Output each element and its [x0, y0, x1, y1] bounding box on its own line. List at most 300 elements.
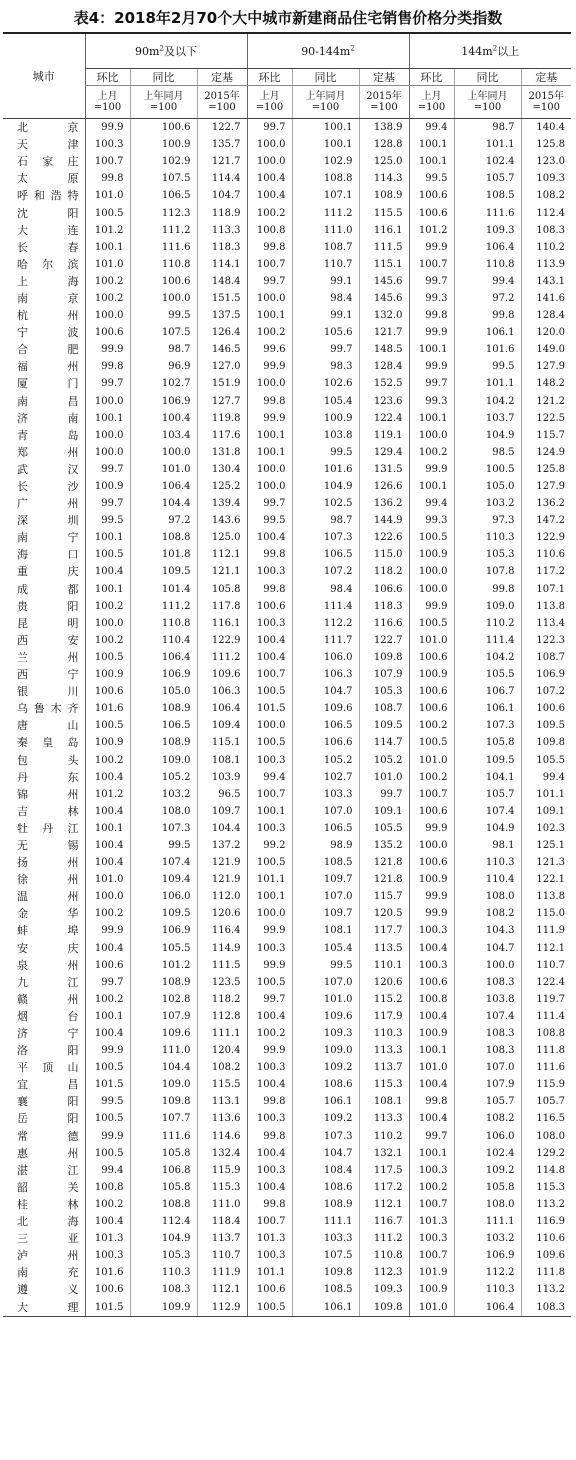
table-row: [3, 1213, 571, 1230]
index-value: 100.4: [409, 1076, 454, 1093]
index-value: 120.6: [359, 974, 409, 991]
index-value: 99.4: [247, 769, 292, 786]
index-value: 102.7: [130, 375, 197, 392]
index-value: 115.1: [197, 734, 247, 751]
table-row: [3, 1196, 571, 1213]
index-value: 100.4: [247, 1076, 292, 1093]
index-value: 108.2: [521, 187, 571, 204]
index-value: 109.5: [521, 717, 571, 734]
index-value: 112.1: [521, 940, 571, 957]
index-value: 111.9: [521, 922, 571, 939]
index-value: 112.1: [197, 546, 247, 563]
index-value: 105.3: [359, 683, 409, 700]
index-value: 100.0: [85, 427, 130, 444]
index-value: 115.9: [521, 1076, 571, 1093]
index-value: 103.8: [454, 991, 521, 1008]
index-value: 145.6: [359, 290, 409, 307]
index-value: 100.0: [85, 888, 130, 905]
index-value: 99.8: [85, 358, 130, 375]
index-value: 106.3: [292, 666, 359, 683]
index-value: 104.7: [454, 940, 521, 957]
index-value: 137.5: [197, 307, 247, 324]
index-value: 135.7: [197, 136, 247, 153]
city-name: 西宁: [17, 668, 79, 682]
index-value: 105.0: [130, 683, 197, 700]
index-value: 104.9: [292, 478, 359, 495]
index-value: 151.9: [197, 375, 247, 392]
index-value: 100.6: [409, 187, 454, 204]
index-value: 120.4: [197, 1042, 247, 1059]
index-value: 122.3: [521, 632, 571, 649]
index-value: 108.8: [130, 529, 197, 546]
index-value: 98.3: [292, 358, 359, 375]
index-value: 114.8: [521, 1162, 571, 1179]
table-row: [3, 803, 571, 820]
index-value: 118.3: [197, 239, 247, 256]
index-value: 125.2: [197, 478, 247, 495]
index-value: 99.7: [409, 375, 454, 392]
index-value: 106.9: [521, 666, 571, 683]
column-name-header: 定基: [521, 69, 571, 86]
index-value: 103.3: [292, 1230, 359, 1247]
index-value: 100.5: [85, 1145, 130, 1162]
index-value: 109.0: [454, 598, 521, 615]
index-value: 101.0: [85, 256, 130, 273]
index-value: 100.4: [85, 940, 130, 957]
index-value: 111.4: [454, 632, 521, 649]
index-value: 115.3: [359, 1076, 409, 1093]
index-value: 118.2: [359, 563, 409, 580]
column-name-header: 环比: [409, 69, 454, 86]
index-value: 99.8: [247, 239, 292, 256]
index-value: 109.1: [359, 803, 409, 820]
index-value: 99.9: [409, 324, 454, 341]
index-value: 113.3: [359, 1042, 409, 1059]
index-value: 100.5: [409, 615, 454, 632]
index-value: 99.5: [85, 1093, 130, 1110]
table-row: [3, 1025, 571, 1042]
table-row: [3, 905, 571, 922]
index-value: 105.5: [454, 666, 521, 683]
table-row: [3, 922, 571, 939]
index-value: 103.9: [197, 769, 247, 786]
index-value: 100.1: [85, 1008, 130, 1025]
index-value: 104.2: [454, 649, 521, 666]
index-value: 99.3: [409, 290, 454, 307]
index-value: 118.2: [197, 991, 247, 1008]
index-value: 108.6: [292, 1076, 359, 1093]
index-value: 111.0: [197, 1196, 247, 1213]
index-value: 109.3: [521, 170, 571, 187]
index-value: 117.7: [359, 922, 409, 939]
group-header-small: $90m^2$及以下: [85, 33, 247, 69]
index-value: 99.5: [292, 957, 359, 974]
index-value: 100.0: [247, 153, 292, 170]
index-value: 116.7: [359, 1213, 409, 1230]
index-value: 117.5: [359, 1162, 409, 1179]
index-value: 101.3: [409, 1213, 454, 1230]
table-row: [3, 1076, 571, 1093]
index-value: 100.6: [85, 324, 130, 341]
index-value: 100.6: [521, 700, 571, 717]
city-name: 南京: [17, 291, 79, 305]
index-value: 109.2: [454, 1162, 521, 1179]
index-value: 112.1: [359, 1196, 409, 1213]
city-name: 扬州: [17, 856, 79, 870]
table-row: [3, 1298, 571, 1316]
index-value: 111.5: [197, 957, 247, 974]
table-row: [3, 1162, 571, 1179]
table-row: [3, 854, 571, 871]
index-value: 122.5: [521, 410, 571, 427]
index-value: 132.4: [197, 1145, 247, 1162]
index-value: 119.8: [197, 410, 247, 427]
index-value: 107.3: [292, 529, 359, 546]
city-name: 南昌: [17, 394, 79, 408]
index-value: 105.7: [454, 786, 521, 803]
index-value: 100.5: [454, 461, 521, 478]
index-value: 107.1: [292, 187, 359, 204]
table-row: [3, 563, 571, 580]
index-value: 100.2: [85, 632, 130, 649]
index-value: 106.5: [292, 546, 359, 563]
index-value: 99.9: [409, 820, 454, 837]
index-value: 111.6: [521, 1059, 571, 1076]
index-value: 105.0: [454, 478, 521, 495]
base-value-label: =100: [149, 102, 178, 113]
index-value: 109.7: [197, 803, 247, 820]
index-value: 99.7: [292, 341, 359, 358]
index-value: 99.7: [409, 1128, 454, 1145]
index-value: 141.6: [521, 290, 571, 307]
city-name: 蚌埠: [17, 924, 79, 938]
index-value: 100.5: [247, 854, 292, 871]
index-value: 100.2: [85, 598, 130, 615]
index-value: 112.1: [197, 1281, 247, 1298]
index-value: 98.7: [292, 512, 359, 529]
index-value: 105.5: [130, 940, 197, 957]
index-value: 143.6: [197, 512, 247, 529]
index-value: 99.7: [359, 786, 409, 803]
index-value: 101.0: [292, 991, 359, 1008]
index-value: 108.1: [292, 922, 359, 939]
index-value: 110.8: [130, 256, 197, 273]
index-value: 101.2: [85, 786, 130, 803]
index-value: 129.4: [359, 444, 409, 461]
index-value: 101.1: [454, 136, 521, 153]
index-value: 100.2: [409, 717, 454, 734]
index-value: 100.0: [247, 461, 292, 478]
index-value: 100.0: [247, 478, 292, 495]
index-value: 143.1: [521, 273, 571, 290]
index-value: 109.0: [292, 1042, 359, 1059]
index-value: 128.8: [359, 136, 409, 153]
index-value: 109.6: [197, 666, 247, 683]
index-value: 98.9: [292, 837, 359, 854]
index-value: 100.4: [247, 187, 292, 204]
city-name: 大理: [3, 1298, 85, 1316]
index-value: 100.6: [409, 683, 454, 700]
index-value: 122.9: [197, 632, 247, 649]
table-row: [3, 649, 571, 666]
index-value: 102.8: [130, 991, 197, 1008]
index-value: 98.1: [454, 837, 521, 854]
index-value: 103.2: [454, 1230, 521, 1247]
table-row: [3, 273, 571, 290]
base-period-label: 上月: [259, 91, 280, 102]
column-name-row: [3, 69, 571, 86]
table-row: [3, 1093, 571, 1110]
index-value: 112.3: [130, 204, 197, 221]
index-value: 107.5: [130, 324, 197, 341]
base-value-label: =100: [93, 102, 122, 113]
index-value: 121.2: [521, 393, 571, 410]
index-value: 109.8: [359, 1298, 409, 1316]
table-row: [3, 324, 571, 341]
index-value: 116.5: [521, 1110, 571, 1127]
column-name-header: 定基: [359, 69, 409, 86]
index-value: 100.6: [409, 974, 454, 991]
index-value: 100.5: [85, 717, 130, 734]
index-value: 101.3: [247, 1230, 292, 1247]
index-value: 99.9: [247, 358, 292, 375]
index-value: 108.9: [130, 734, 197, 751]
index-value: 99.4: [85, 1162, 130, 1179]
city-name: 锦州: [17, 787, 79, 801]
index-value: 106.1: [292, 1298, 359, 1316]
index-value: 105.4: [292, 940, 359, 957]
city-name: 遵义: [17, 1283, 79, 1297]
index-value: 111.2: [130, 222, 197, 239]
index-value: 109.5: [359, 717, 409, 734]
city-name: 太原: [17, 172, 79, 186]
index-value: 100.1: [85, 239, 130, 256]
index-value: 99.1: [292, 273, 359, 290]
index-value: 104.1: [454, 769, 521, 786]
index-value: 100.7: [85, 153, 130, 170]
index-value: 100.6: [85, 957, 130, 974]
index-value: 107.5: [130, 170, 197, 187]
table-row: [3, 751, 571, 768]
index-value: 121.9: [197, 854, 247, 871]
index-value: 123.0: [521, 153, 571, 170]
index-value: 100.0: [409, 427, 454, 444]
index-value: 113.2: [521, 1196, 571, 1213]
index-value: 121.1: [197, 563, 247, 580]
index-value: 100.0: [247, 375, 292, 392]
base-period-label: 上年同月: [143, 91, 184, 102]
index-value: 107.0: [292, 974, 359, 991]
index-value: 100.1: [247, 803, 292, 820]
index-value: 132.1: [359, 1145, 409, 1162]
index-value: 106.9: [454, 1247, 521, 1264]
city-name: 武汉: [17, 462, 79, 476]
index-value: 103.2: [454, 495, 521, 512]
index-value: 116.9: [521, 1213, 571, 1230]
index-value: 109.8: [130, 1093, 197, 1110]
city-name: 北海: [17, 1215, 79, 1229]
city-column-header: 城市: [3, 33, 85, 119]
index-value: 100.4: [85, 837, 130, 854]
base-value-label: =100: [417, 102, 446, 113]
index-value: 106.8: [130, 1162, 197, 1179]
index-value: 100.9: [409, 1025, 454, 1042]
index-value: 111.5: [359, 239, 409, 256]
index-value: 100.4: [85, 1213, 130, 1230]
index-value: 100.1: [409, 136, 454, 153]
index-value: 100.7: [409, 1196, 454, 1213]
index-value: 125.0: [359, 153, 409, 170]
index-value: 101.1: [247, 871, 292, 888]
city-name: 宁波: [17, 326, 79, 340]
index-value: 111.4: [521, 1008, 571, 1025]
index-value: 122.1: [521, 871, 571, 888]
index-value: 100.6: [409, 854, 454, 871]
index-value: 140.4: [521, 119, 571, 137]
index-value: 100.7: [409, 786, 454, 803]
index-value: 99.9: [409, 598, 454, 615]
table-row: [3, 136, 571, 153]
city-name: 韶关: [17, 1180, 79, 1194]
index-value: 100.1: [409, 1042, 454, 1059]
index-value: 99.7: [247, 991, 292, 1008]
index-value: 100.3: [247, 1162, 292, 1179]
city-name: 秦皇岛: [17, 736, 79, 750]
index-value: 121.8: [359, 854, 409, 871]
index-value: 106.0: [292, 649, 359, 666]
index-value: 100.2: [85, 273, 130, 290]
city-name: 长春: [17, 240, 79, 254]
index-value: 111.2: [292, 204, 359, 221]
table-row: [3, 1281, 571, 1298]
index-value: 101.2: [409, 222, 454, 239]
index-value: 100.2: [85, 1196, 130, 1213]
index-value: 115.3: [197, 1179, 247, 1196]
index-value: 100.0: [85, 307, 130, 324]
index-value: 99.7: [85, 974, 130, 991]
index-value: 101.0: [85, 871, 130, 888]
index-value: 107.8: [454, 563, 521, 580]
index-value: 100.0: [130, 444, 197, 461]
index-value: 113.8: [521, 888, 571, 905]
index-value: 100.9: [409, 546, 454, 563]
table-row: [3, 598, 571, 615]
index-value: 105.8: [130, 1145, 197, 1162]
index-value: 107.0: [292, 803, 359, 820]
index-value: 108.3: [521, 1298, 571, 1316]
index-value: 99.9: [409, 358, 454, 375]
index-value: 105.6: [292, 324, 359, 341]
index-value: 105.8: [454, 1179, 521, 1196]
index-value: 99.8: [85, 170, 130, 187]
index-value: 108.9: [130, 700, 197, 717]
index-value: 106.5: [130, 187, 197, 204]
index-value: 109.7: [292, 905, 359, 922]
table-row: [3, 700, 571, 717]
index-value: 117.9: [359, 1008, 409, 1025]
table-row: [3, 512, 571, 529]
index-value: 100.2: [85, 905, 130, 922]
city-name: 无锡: [17, 838, 79, 852]
index-value: 108.7: [292, 239, 359, 256]
index-value: 129.2: [521, 1145, 571, 1162]
index-value: 108.3: [454, 1042, 521, 1059]
base-value-label: =100: [473, 102, 502, 113]
index-value: 100.5: [247, 1298, 292, 1316]
index-value: 99.9: [247, 1042, 292, 1059]
index-value: 101.4: [130, 581, 197, 598]
index-value: 100.0: [247, 290, 292, 307]
index-value: 114.9: [197, 940, 247, 957]
city-name: 安庆: [17, 941, 79, 955]
index-value: 104.3: [454, 922, 521, 939]
index-value: 104.4: [130, 495, 197, 512]
table-row: [3, 581, 571, 598]
index-value: 108.0: [130, 803, 197, 820]
index-value: 112.9: [197, 1298, 247, 1316]
index-value: 110.6: [521, 1230, 571, 1247]
index-value: 109.6: [130, 1025, 197, 1042]
index-value: 103.2: [130, 786, 197, 803]
index-value: 125.8: [521, 461, 571, 478]
index-value: 100.5: [247, 734, 292, 751]
index-value: 99.9: [85, 119, 130, 137]
index-value: 100.9: [130, 136, 197, 153]
index-value: 99.9: [85, 1042, 130, 1059]
index-value: 100.4: [85, 1025, 130, 1042]
index-value: 111.9: [197, 1264, 247, 1281]
index-value: 113.1: [197, 1093, 247, 1110]
index-value: 104.7: [292, 1145, 359, 1162]
index-value: 108.0: [521, 1128, 571, 1145]
city-name: 天津: [17, 138, 79, 152]
index-value: 135.2: [359, 837, 409, 854]
index-value: 100.1: [247, 307, 292, 324]
city-name: 杭州: [17, 309, 79, 323]
index-value: 100.3: [85, 136, 130, 153]
index-value: 105.2: [359, 751, 409, 768]
index-value: 100.6: [130, 273, 197, 290]
index-value: 100.3: [247, 1110, 292, 1127]
index-value: 113.9: [521, 256, 571, 273]
index-value: 118.3: [359, 598, 409, 615]
index-value: 116.6: [359, 615, 409, 632]
index-value: 117.8: [197, 598, 247, 615]
table-row: [3, 461, 571, 478]
city-name: 厦门: [17, 377, 79, 391]
index-value: 98.5: [454, 444, 521, 461]
index-value: 110.8: [359, 1247, 409, 1264]
index-value: 100.1: [409, 1145, 454, 1162]
index-value: 103.7: [454, 410, 521, 427]
index-value: 100.6: [409, 649, 454, 666]
base-value-label: =100: [532, 102, 560, 113]
index-value: 101.9: [409, 1264, 454, 1281]
index-value: 127.7: [197, 393, 247, 410]
index-value: 106.1: [454, 324, 521, 341]
index-value: 115.5: [359, 204, 409, 221]
group-header-large: $144m^2$以上: [409, 33, 571, 69]
index-value: 136.2: [521, 495, 571, 512]
index-value: 104.4: [197, 820, 247, 837]
index-value: 114.6: [197, 1128, 247, 1145]
index-value: 112.4: [130, 1213, 197, 1230]
index-value: 105.2: [292, 751, 359, 768]
index-value: 116.4: [197, 922, 247, 939]
index-value: 100.1: [247, 444, 292, 461]
index-value: 108.1: [359, 1093, 409, 1110]
index-value: 111.0: [130, 1042, 197, 1059]
